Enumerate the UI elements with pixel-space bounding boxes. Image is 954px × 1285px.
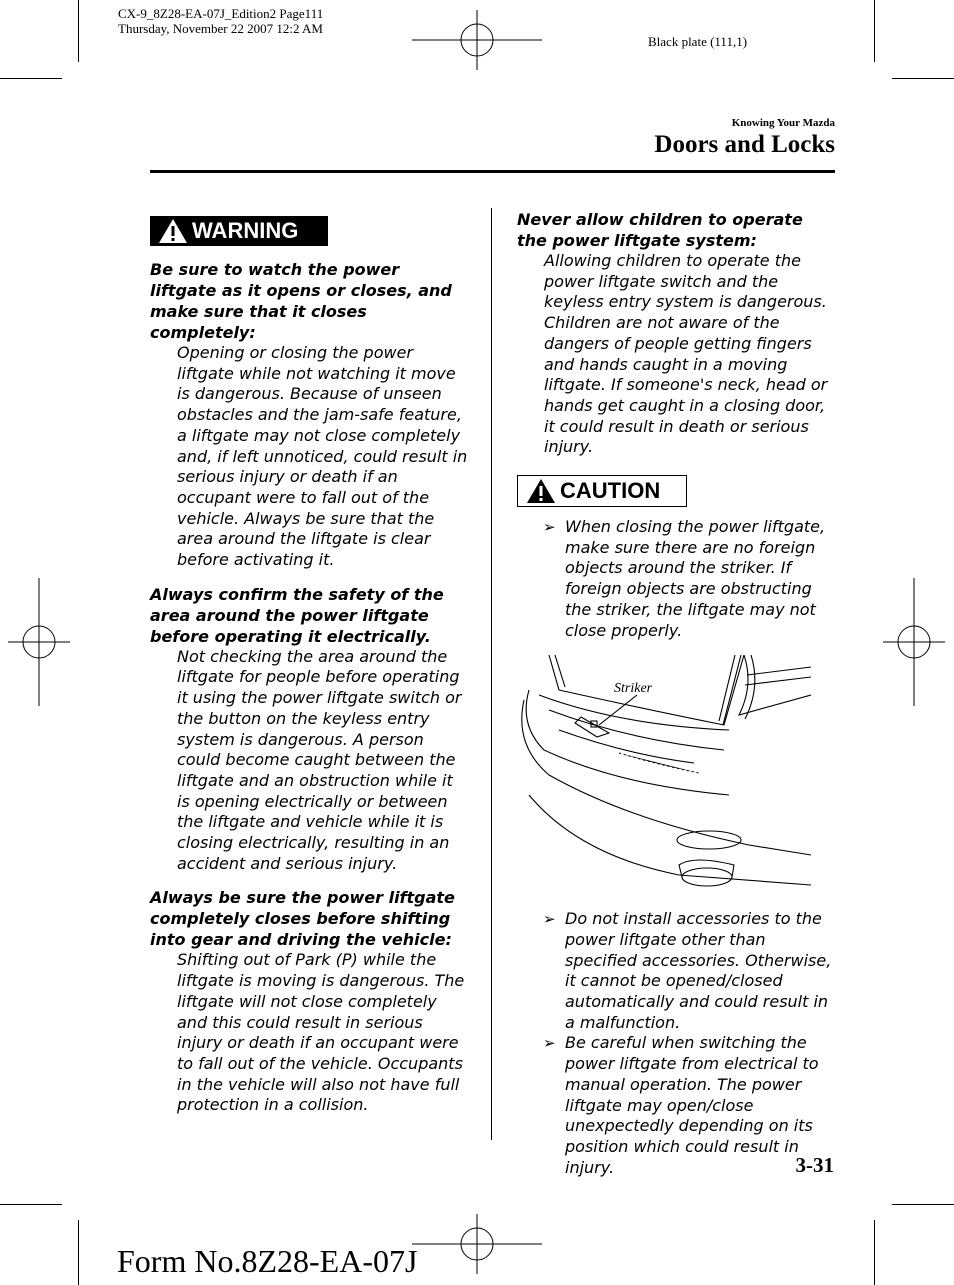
page-number: 3-31: [795, 1153, 834, 1177]
warning-triangle-icon: [158, 218, 188, 244]
registration-mark-top: [412, 10, 542, 70]
caution-item: [517, 909, 837, 1033]
crop-mark: [78, 1220, 79, 1285]
section-title: Doors and Locks: [654, 131, 835, 158]
registration-mark-bottom: [412, 1214, 542, 1274]
crop-mark: [892, 1204, 954, 1205]
liftgate-striker-figure: [519, 655, 811, 895]
caution-badge: [517, 475, 687, 507]
registration-mark-right: [883, 578, 945, 706]
left-column: [150, 216, 470, 1116]
warning-body: Not checking the area around the liftgate for people before operating it using the power liftgate switch or the button on the keyless entry system is dangerous. A person could become caught between the liftgate and an obstruction while it is opening electrically or between the liftgate and vehicle while it is closing electrically, resulting in an accident and serious injury.: [177, 646, 462, 873]
bullet-arrow-icon: ➢: [543, 518, 556, 537]
bullet-arrow-icon: ➢: [543, 910, 556, 929]
caution-item: [517, 1033, 837, 1178]
chapter-title: Knowing Your Mazda: [731, 117, 835, 129]
caution-triangle-icon: [526, 478, 556, 504]
bullet-arrow-icon: ➢: [543, 1034, 556, 1053]
caution-text: Be careful when switching the power liftgate from electrical to manual operation. The power liftgate may open/close unexpectedly depending on its position which could result in injury.: [565, 1033, 819, 1177]
liftgate-illustration: [519, 655, 811, 895]
warning-label: WARNING: [192, 218, 299, 243]
plate-label: Black plate (111,1): [648, 34, 748, 49]
warning-body: Opening or closing the power liftgate while not watching it move is dangerous. Because of unseen obstacles and the jam-safe feature, a liftgate may not close completely and, if left unnoticed, could result in serious injury or death if an occupant were to fall out of the vehicle. Always be sure that the area around the liftgate is clear before activating it.: [177, 343, 468, 570]
column-divider: [491, 208, 492, 1140]
caution-label: CAUTION: [560, 478, 661, 504]
warning-heading: Always be sure the power liftgate completely closes before shifting into gear and driving the vehicle:: [150, 888, 455, 950]
warning-heading: Be sure to watch the power liftgate as it opens or closes, and make sure that it closes completely:: [150, 260, 452, 342]
crop-mark: [78, 0, 79, 62]
crop-mark: [892, 78, 954, 79]
registration-mark-left: [8, 578, 70, 706]
warning-heading: Always confirm the safety of the area around the power liftgate before operating it electrically.: [150, 584, 444, 646]
warning-heading: Never allow children to operate the power liftgate system:: [517, 210, 803, 250]
warning-item: [150, 887, 470, 1116]
slug-line-1: CX-9_8Z28-EA-07J_Edition2 Page111: [118, 6, 324, 21]
form-number: Form No.8Z28-EA-07J: [117, 1243, 418, 1279]
slug-line-2: Thursday, November 22 2007 12:2 AM: [118, 21, 323, 36]
crop-mark: [0, 1204, 62, 1205]
crop-mark: [874, 0, 875, 62]
caution-item: [517, 517, 837, 641]
warning-body: Allowing children to operate the power liftgate switch and the keyless entry system is dangerous. Children are not aware of the dangers of people getting fingers and hands caught in a moving liftgate. If someone's neck, head or hands get caught in a closing door, it could result in death or serious injury.: [544, 251, 828, 457]
caution-text: When closing the power liftgate, make sure there are no foreign objects around the striker. If foreign objects are obstructing the striker, the liftgate may not close properly.: [565, 517, 826, 640]
caution-text: Do not install accessories to the power liftgate other than specified accessories. Otherwise, it cannot be opened/closed automatically and could result in a malfunction.: [565, 909, 832, 1032]
header-rule: [150, 170, 835, 173]
warning-item: [150, 584, 470, 875]
warning-body: Shifting out of Park (P) while the liftgate is moving is dangerous. The liftgate will not close completely and this could result in serious injury or death if an occupant were to fall out of the vehicle. Occupants in the vehicle will also not have full protection in a collision.: [177, 950, 465, 1115]
right-column: [517, 209, 837, 1178]
print-slug: [118, 6, 323, 36]
striker-label: Striker: [614, 681, 653, 697]
crop-mark: [874, 1220, 875, 1285]
warning-item: [517, 209, 837, 458]
warning-item: [150, 259, 470, 571]
crop-mark: [0, 78, 62, 79]
warning-badge: [150, 216, 328, 246]
